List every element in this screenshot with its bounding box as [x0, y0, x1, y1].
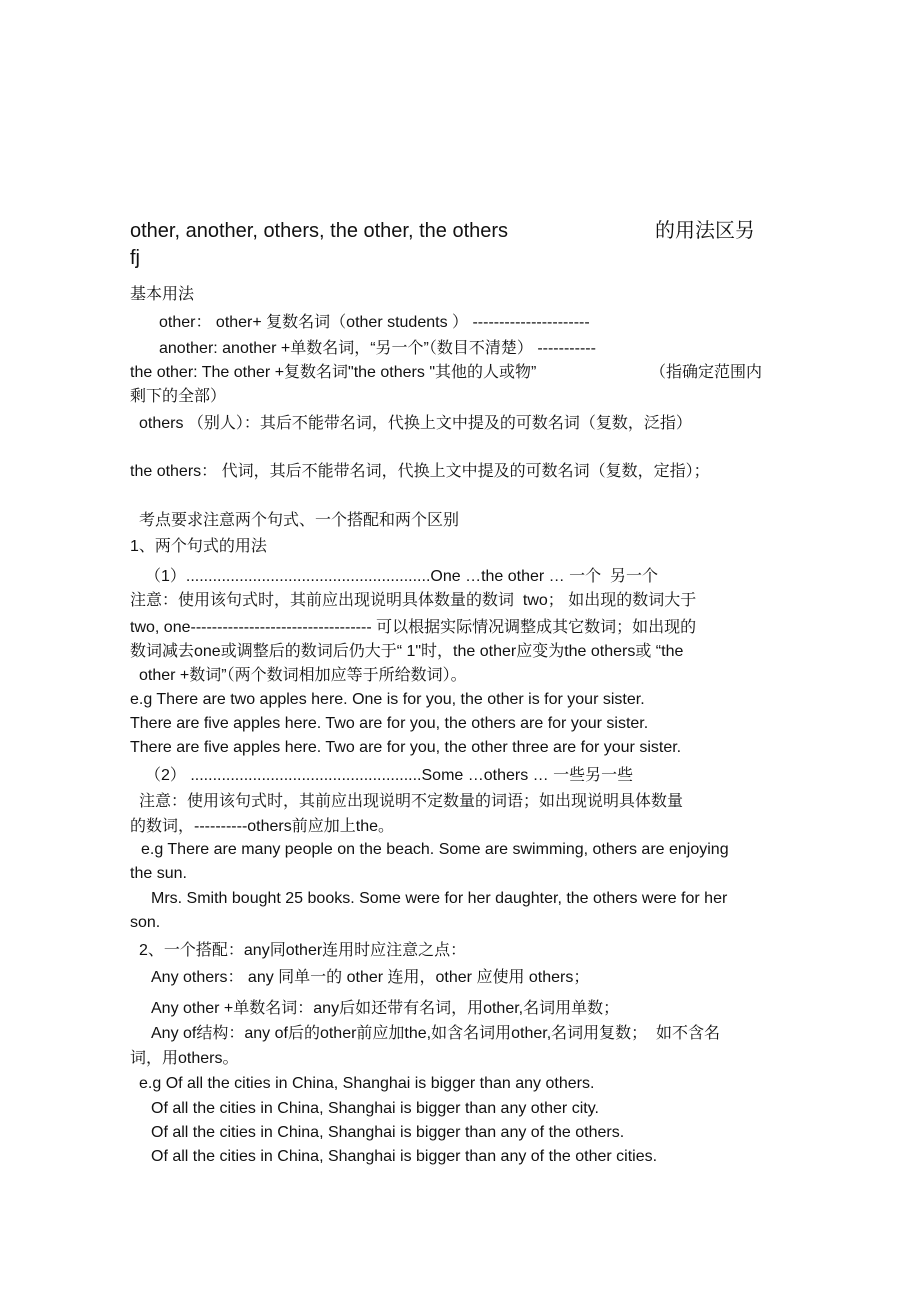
example-9: Of all the cities in China, Shanghai is bigger than any of the other cities. — [151, 1148, 658, 1165]
pattern-2: （2） ....................................................Some …others … 一些另一些 — [145, 767, 634, 784]
line-the-other: the other: The other +复数名词"the others "其他的人或物” — [130, 364, 537, 381]
title-tail: fj — [130, 247, 140, 269]
example-6: e.g Of all the cities in China, Shanghai is bigger than any others. — [139, 1075, 595, 1092]
note-2-line-2: 的数词，----------others前应加上the。 — [130, 818, 394, 835]
pattern-1: （1）.......................................................One …the other … 一个 另一个 — [145, 568, 659, 585]
line-the-others: the others： 代词，其后不能带名词，代换上文中提及的可数名词（复数，定指）； — [130, 463, 710, 480]
line-the-other-note: （指确定范围内 — [650, 364, 763, 381]
note-1-line-4: other +数词”（两个数词相加应等于所给数词）。 — [139, 667, 467, 684]
section-basic-usage: 基本用法 — [130, 286, 195, 303]
rule-any-of-cont: 词，用others。 — [130, 1050, 239, 1067]
example-8: Of all the cities in China, Shanghai is bigger than any of the others. — [151, 1124, 625, 1141]
example-4-cont: the sun. — [130, 865, 187, 882]
heading-collocation: 2、一个搭配：any同other连用时应注意之点： — [139, 942, 467, 959]
example-7: Of all the cities in China, Shanghai is bigger than any other city. — [151, 1100, 599, 1117]
exam-points-heading: 考点要求注意两个句式、一个搭配和两个区别 — [139, 512, 460, 529]
line-the-other-cont: 剩下的全部） — [130, 388, 227, 405]
heading-two-patterns: 1、两个句式的用法 — [130, 538, 267, 555]
line-other: other： other+ 复数名词（other students ） ---------------------- — [159, 314, 590, 331]
example-3: There are five apples here. Two are for you, the other three are for your sister. — [130, 739, 682, 756]
note-1-line-3: 数词减去one或调整后的数词后仍大于“ 1"时，the other应变为the others或 “the — [130, 643, 684, 660]
title-english: other, another, others, the other, the others — [130, 220, 509, 242]
rule-any-others: Any others： any 同单一的 other 连用，other 应使用 others； — [151, 969, 590, 986]
rule-any-of: Any of结构：any of后的other前应加the,如含名词用other,名词用复数； 如不含名 — [151, 1025, 721, 1042]
note-1-line-2: two, one---------------------------------- 可以根据实际情况调整成其它数词；如出现的 — [130, 619, 697, 636]
title-chinese: 的用法区另 — [655, 220, 755, 242]
example-5: Mrs. Smith bought 25 books. Some were for her daughter, the others were for her — [151, 890, 728, 907]
example-5-cont: son. — [130, 914, 161, 931]
example-4: e.g There are many people on the beach. Some are swimming, others are enjoying — [141, 841, 729, 858]
example-1: e.g There are two apples here. One is for you, the other is for your sister. — [130, 691, 645, 708]
note-2-line-1: 注意：使用该句式时，其前应出现说明不定数量的词语；如出现说明具体数量 — [139, 793, 684, 810]
example-2: There are five apples here. Two are for you, the others are for your sister. — [130, 715, 649, 732]
line-others: others （别人）：其后不能带名词，代换上文中提及的可数名词（复数，泛指） — [139, 415, 692, 432]
rule-any-other: Any other +单数名词：any后如还带有名词，用other,名词用单数； — [151, 1000, 620, 1017]
line-another: another: another +单数名词，“另一个”（数目不清楚） ----------- — [159, 340, 596, 357]
note-1-line-1: 注意：使用该句式时，其前应出现说明具体数量的数词 two； 如出现的数词大于 — [130, 592, 697, 609]
